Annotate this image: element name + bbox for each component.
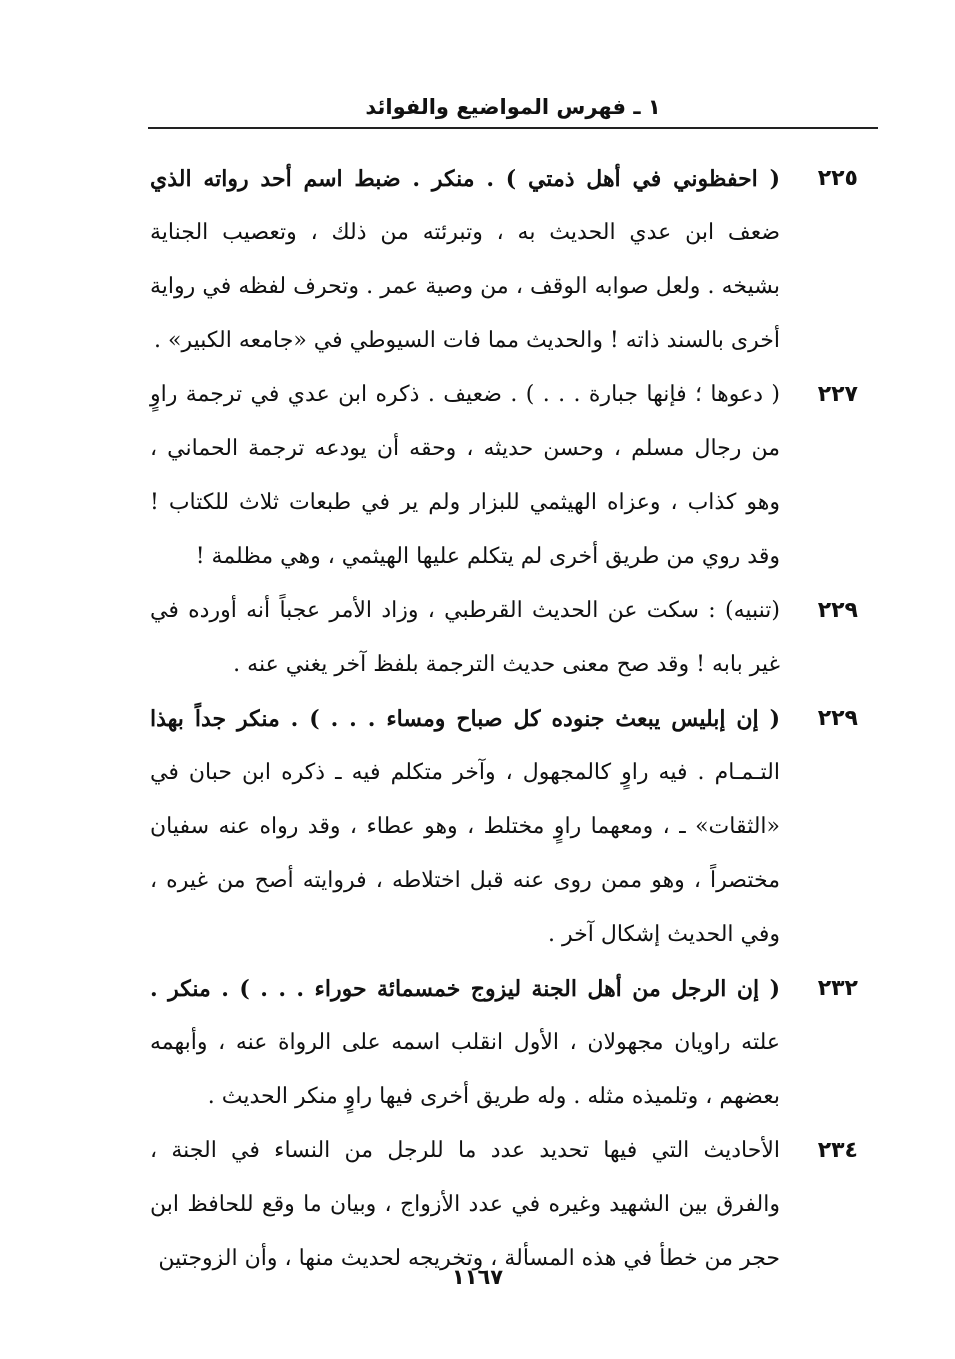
entry-line: ( إن إبليس يبعث جنوده كل صباح ومساء . . . ) . منكر جداً بهذا (150, 706, 780, 732)
entry-line: وهو كذاب ، وعزاه الهيثمي للبزار ولم ير في طبعات ثلاث للكتاب ! (150, 490, 780, 515)
entry-line: الأحاديث التي فيها تحديد عدد ما للرجل من النساء في الجنة ، (150, 1138, 780, 1163)
entry-line: ( دعوها ؛ فإنها جبارة . . . ) . ضعيف . ذكره ابن عدي في ترجمة راوٍ (150, 382, 780, 407)
entry-line: وفي الحديث إشكال آخر . (548, 922, 780, 947)
index-entry (150, 152, 880, 368)
entry-number: ٢٢٩ (817, 598, 858, 623)
entry-number: ٢٢٥ (817, 166, 858, 191)
index-entry (150, 692, 880, 962)
entry-number: ٢٣٢ (817, 976, 858, 1001)
entry-line: ( احفظوني في أهل ذمتي ) . منكر . ضبط اسم أحد رواته الذي (150, 166, 780, 192)
entry-line: (تنبيه) : سكت عن الحديث القرطبي ، وزاد الأمر عجباً أنه أورده في (150, 598, 780, 623)
entry-line: من رجال مسلم ، وحسن حديثه ، وحقه أن يودعه ترجمة الحماني ، (150, 436, 780, 461)
index-entry (150, 368, 880, 584)
entry-number: ٢٢٩ (817, 706, 858, 731)
page-number: ١١٦٧ (451, 1265, 504, 1289)
entry-line: بشيخه . ولعل صوابه الوقف ، من وصية عمر . وتحرف لفظه في رواية (150, 274, 780, 299)
running-title: ١ ـ فهرس المواضيع والفوائد (365, 95, 661, 119)
index-entry (150, 584, 880, 692)
entry-line: غير بابه ! وقد صح معنى حديث الترجمة بلفظ آخر يغني عنه . (233, 652, 780, 677)
entry-line: علته راويان مجهولان ، الأول انقلب اسمه على الرواة عنه ، وأبهمه (150, 1030, 780, 1055)
entry-line: أخرى بالسند ذاته ! والحديث مما فات السيوطي في «جامعه الكبير» . (154, 328, 780, 353)
index-entry (150, 962, 880, 1124)
entry-number: ٢٢٧ (817, 382, 858, 407)
entry-line: وقد روي من طريق أخرى لم يتكلم عليها الهيثمي ، وهي مظلمة ! (195, 544, 780, 569)
entry-line: «الثقات» ـ ، ومعهما راوٍ مختلط ، وهو عطاء ، وقد رواه عنه سفيان (150, 814, 780, 839)
header-rule (148, 127, 878, 129)
entry-line: بعضهم ، وتلميذه مثله . وله طريق أخرى فيها راوٍ منكر الحديث . (207, 1084, 780, 1109)
entry-line: ( إن الرجل من أهل الجنة ليزوج خمسمائة حوراء . . . ) . منكر . (150, 976, 780, 1002)
entry-line: مختصراً ، وهو ممن روى عنه قبل اختلاطه ، فروايته أصح من غيره ، (150, 868, 780, 893)
entry-line: التـمـام . فيه راوٍ كالمجهول ، وآخر متكلم فيه ـ ذكره ابن حبان في (150, 760, 780, 785)
entry-line: ضعف ابن عدي الحديث به ، وتبرئته من ذلك ، وتعصيب الجناية (150, 220, 780, 245)
entry-line: حجر من خطأ في هذه المسألة ، وتخريجه لحديث منها ، وأن الزوجتين (158, 1246, 780, 1271)
entry-number: ٢٣٤ (817, 1138, 858, 1163)
index-entries (150, 152, 880, 1286)
entry-line: والفرق بين الشهيد وغيره في عدد الأزواج ، وبيان ما وقع للحافظ ابن (150, 1192, 780, 1217)
